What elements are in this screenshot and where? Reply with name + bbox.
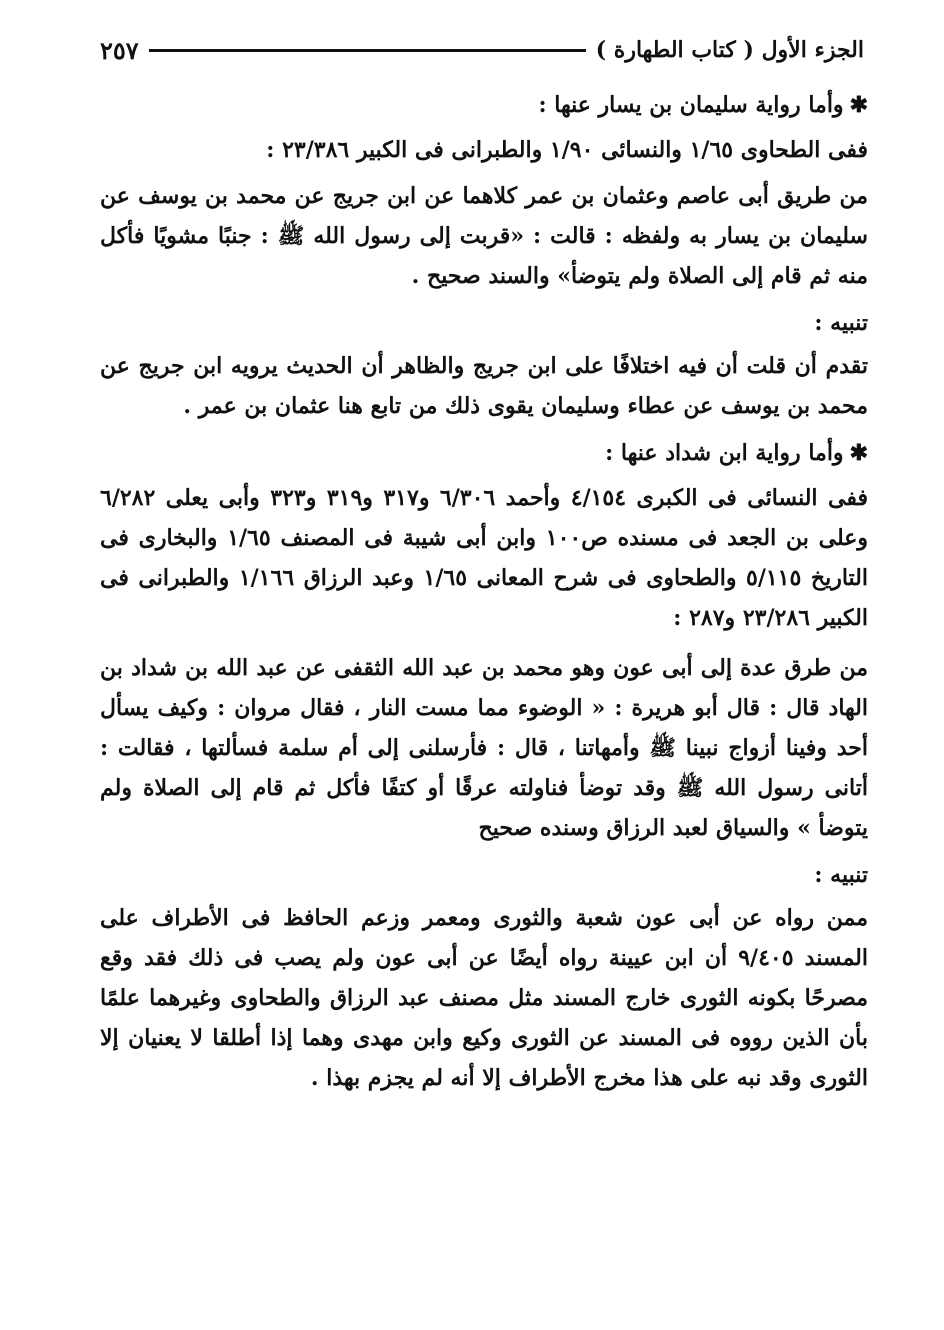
narration-paragraph: من طرق عدة إلى أبى عون وهو محمد بن عبد الله الثقفى عن عبد الله بن شداد بن الهاد قال : قال أبو هريرة : « الوضوء مما مست النار ، فقال مروان : وكيف يسأل أحد وفينا أزواج نبينا ﷺ وأمهاتنا ، قال : فأرسلنى إلى أم سلمة فسألتها ، فقالت : أتانى رسول الله ﷺ وقد توضأ فناولته عرقًا أو كتفًا فأكل ثم قام إلى الصلاة ولم يتوضأ » والسياق لعبد الرزاق وسنده صحيح <box>100 655 868 841</box>
source-citation: ففى الطحاوى ١/٦٥ والنسائى ١/٩٠ والطبرانى فى الكبير ٢٣/٣٨٦ : <box>266 137 868 163</box>
note-heading: تنبيه : <box>814 310 868 336</box>
note-heading: تنبيه : <box>814 862 868 888</box>
section-heading-text: وأما رواية سليمان بن يسار عنها : <box>538 92 844 118</box>
note-paragraph: ممن رواه عن أبى عون شعبة والثورى ومعمر وزعم الحافظ فى الأطراف على المسند ٩/٤٠٥ أن ابن عيينة رواه أيضًا عن أبى عون ولم يصب فى ذلك فقد وقع مصرحًا بكونه الثورى خارج المسند مثل مصنف عبد الرزاق والطحاوى وغيرهما علمًا بأن الذين رووه فى المسند عن الثورى وكيع وابن مهدى وهما إذا أطلقا لا يعنيان إلا الثورى وقد نبه على هذا مخرج الأطراف إلا أنه لم يجزم بهذا . <box>100 905 868 1091</box>
running-header <box>100 30 864 70</box>
header-title: الجزء الأول ( كتاب الطهارة ) <box>595 37 864 63</box>
asterisk-icon: ✱ <box>849 440 868 466</box>
source-citation: ففى النسائى فى الكبرى ٤/١٥٤ وأحمد ٦/٣٠٦ و٣١٧ و٣١٩ و٣٢٣ وأبى يعلى ٦/٢٨٢ وعلى بن الجعد فى مسنده ص١٠٠ وابن أبى شيبة فى المصنف ١/٦٥ والبخارى فى التاريخ ٥/١١٥ والطحاوى فى شرح المعانى ١/٦٥ وعبد الرزاق ١/١٦٦ والطبرانى فى الكبير ٢٣/٢٨٦ و٢٨٧ : <box>100 485 868 631</box>
page-body <box>100 82 868 1108</box>
note-paragraph: تقدم أن قلت أن فيه اختلافًا على ابن جريج والظاهر أن الحديث يرويه ابن جريج عن محمد بن يوسف عن عطاء وسليمان يقوى ذلك من تابع هنا عثمان بن عمر . <box>100 353 868 419</box>
section-heading-text: وأما رواية ابن شداد عنها : <box>605 440 844 466</box>
page-number: ٢٥٧ <box>100 35 139 65</box>
asterisk-icon: ✱ <box>849 92 868 118</box>
section-heading-ibn-shaddad <box>100 436 868 470</box>
narration-paragraph: من طريق أبى عاصم وعثمان بن عمر كلاهما عن ابن جريج عن محمد بن يوسف عن سليمان بن يسار به ولفظه : قالت : «قربت إلى رسول الله ﷺ : جنبًا مشويًا فأكل منه ثم قام إلى الصلاة ولم يتوضأ» والسند صحيح . <box>100 183 868 289</box>
header-rule <box>149 49 586 52</box>
section-heading-sulayman <box>100 88 868 122</box>
